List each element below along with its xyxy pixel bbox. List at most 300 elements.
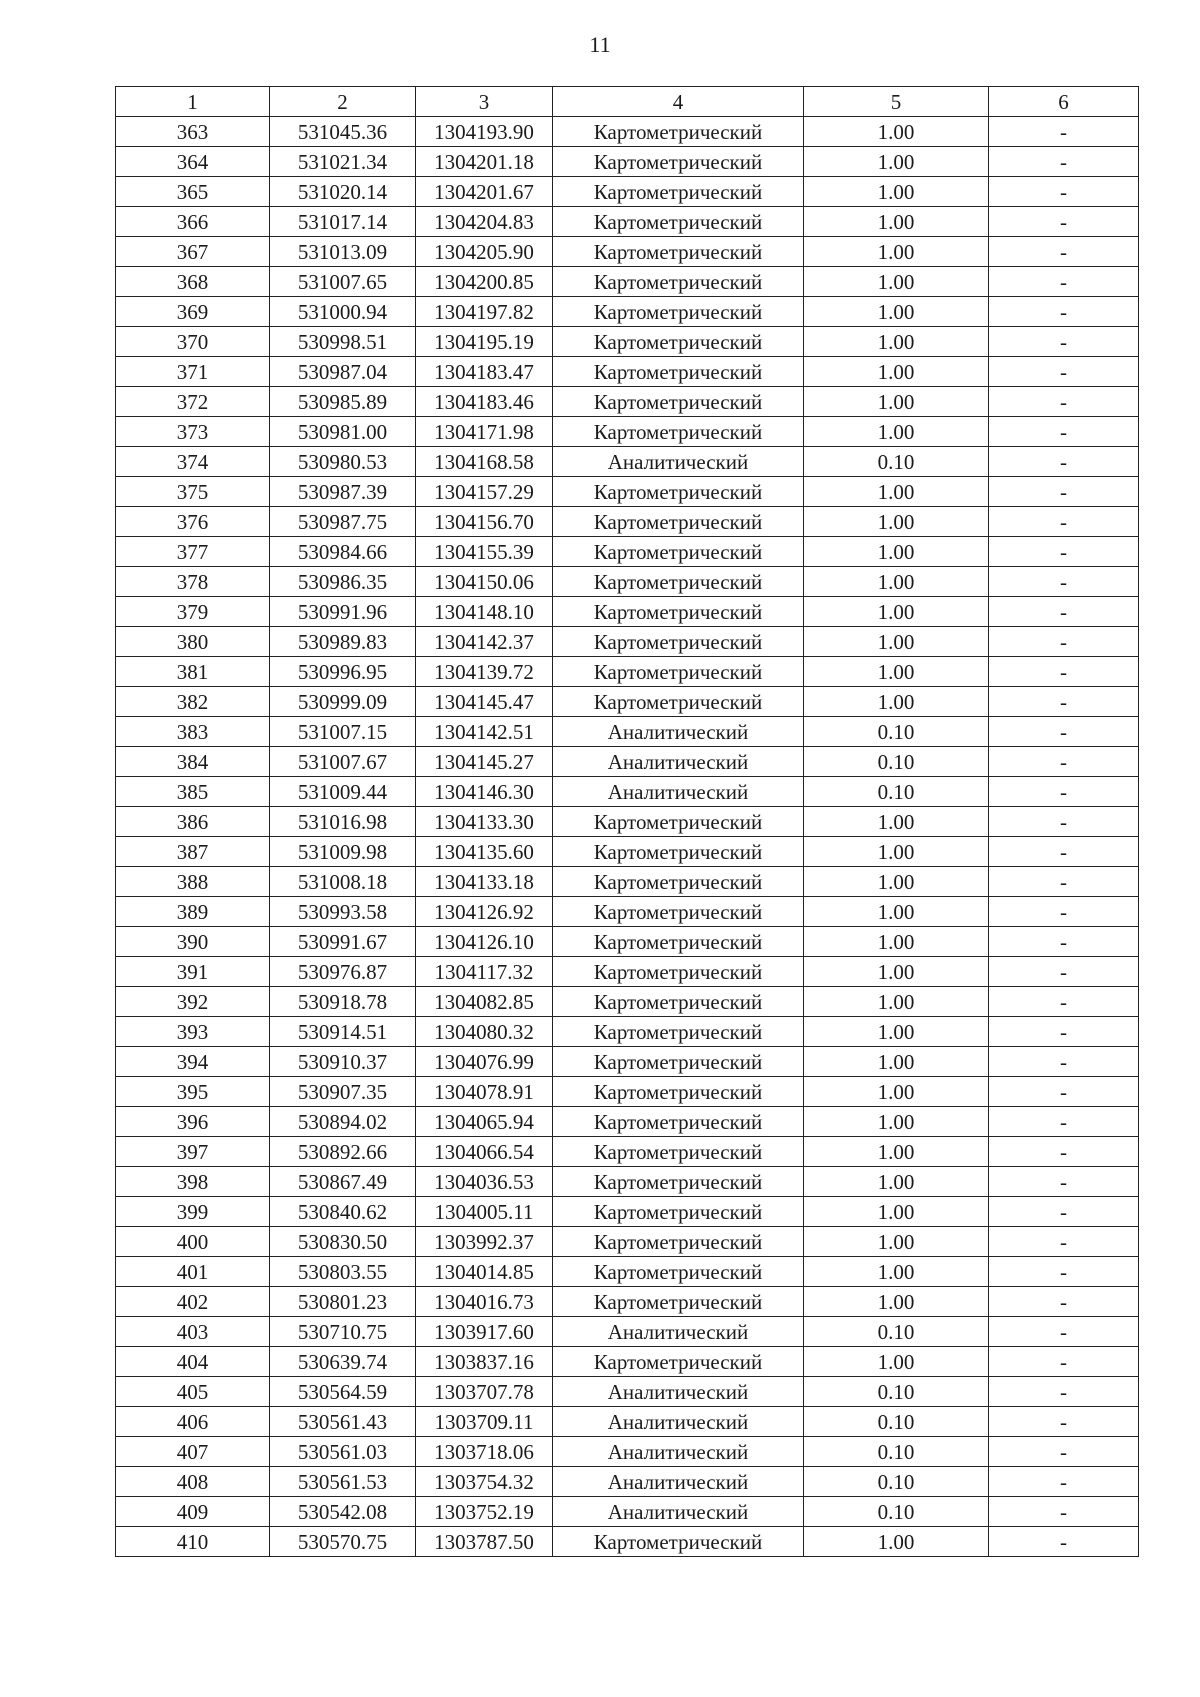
cell-point-number: 386 — [116, 807, 270, 837]
cell-point-number: 381 — [116, 657, 270, 687]
cell-method: Аналитический — [553, 747, 804, 777]
cell-note: - — [989, 627, 1139, 657]
cell-accuracy: 1.00 — [804, 1077, 989, 1107]
cell-method: Картометрический — [553, 1287, 804, 1317]
cell-x-coordinate: 530980.53 — [270, 447, 416, 477]
cell-note: - — [989, 477, 1139, 507]
cell-x-coordinate: 530840.62 — [270, 1197, 416, 1227]
cell-x-coordinate: 530914.51 — [270, 1017, 416, 1047]
cell-x-coordinate: 530918.78 — [270, 987, 416, 1017]
table-row — [116, 1347, 1139, 1377]
cell-note: - — [989, 957, 1139, 987]
table-row — [116, 537, 1139, 567]
cell-x-coordinate: 530996.95 — [270, 657, 416, 687]
cell-y-coordinate: 1303787.50 — [416, 1527, 553, 1557]
table-row — [116, 837, 1139, 867]
cell-accuracy: 1.00 — [804, 657, 989, 687]
table-row — [116, 597, 1139, 627]
cell-point-number: 385 — [116, 777, 270, 807]
table-row — [116, 327, 1139, 357]
cell-method: Картометрический — [553, 687, 804, 717]
cell-accuracy: 1.00 — [804, 1227, 989, 1257]
cell-point-number: 370 — [116, 327, 270, 357]
cell-accuracy: 0.10 — [804, 1437, 989, 1467]
cell-x-coordinate: 531016.98 — [270, 807, 416, 837]
cell-point-number: 399 — [116, 1197, 270, 1227]
cell-x-coordinate: 531009.98 — [270, 837, 416, 867]
cell-point-number: 395 — [116, 1077, 270, 1107]
cell-y-coordinate: 1304142.51 — [416, 717, 553, 747]
cell-method: Аналитический — [553, 1497, 804, 1527]
table-row — [116, 1017, 1139, 1047]
table-row — [116, 627, 1139, 657]
cell-x-coordinate: 531007.15 — [270, 717, 416, 747]
cell-note: - — [989, 597, 1139, 627]
cell-note: - — [989, 1317, 1139, 1347]
cell-y-coordinate: 1304065.94 — [416, 1107, 553, 1137]
table-row — [116, 1317, 1139, 1347]
cell-note: - — [989, 567, 1139, 597]
cell-y-coordinate: 1304126.10 — [416, 927, 553, 957]
cell-accuracy: 1.00 — [804, 837, 989, 867]
cell-note: - — [989, 267, 1139, 297]
table-row — [116, 357, 1139, 387]
cell-point-number: 388 — [116, 867, 270, 897]
cell-x-coordinate: 530710.75 — [270, 1317, 416, 1347]
table-row — [116, 387, 1139, 417]
cell-method: Картометрический — [553, 417, 804, 447]
cell-note: - — [989, 537, 1139, 567]
cell-y-coordinate: 1304135.60 — [416, 837, 553, 867]
table-row — [116, 1077, 1139, 1107]
table-row — [116, 657, 1139, 687]
cell-y-coordinate: 1304201.18 — [416, 147, 553, 177]
cell-point-number: 401 — [116, 1257, 270, 1287]
cell-note: - — [989, 1497, 1139, 1527]
cell-accuracy: 1.00 — [804, 537, 989, 567]
cell-note: - — [989, 1347, 1139, 1377]
cell-point-number: 366 — [116, 207, 270, 237]
cell-x-coordinate: 530867.49 — [270, 1167, 416, 1197]
cell-x-coordinate: 530894.02 — [270, 1107, 416, 1137]
cell-x-coordinate: 530892.66 — [270, 1137, 416, 1167]
cell-y-coordinate: 1304146.30 — [416, 777, 553, 807]
table-row — [116, 1047, 1139, 1077]
table-row — [116, 777, 1139, 807]
cell-method: Картометрический — [553, 867, 804, 897]
cell-y-coordinate: 1304155.39 — [416, 537, 553, 567]
cell-y-coordinate: 1304066.54 — [416, 1137, 553, 1167]
cell-point-number: 404 — [116, 1347, 270, 1377]
cell-method: Картометрический — [553, 1197, 804, 1227]
table-row — [116, 747, 1139, 777]
cell-note: - — [989, 717, 1139, 747]
cell-x-coordinate: 530639.74 — [270, 1347, 416, 1377]
cell-note: - — [989, 387, 1139, 417]
cell-x-coordinate: 530981.00 — [270, 417, 416, 447]
cell-point-number: 375 — [116, 477, 270, 507]
cell-method: Картометрический — [553, 1347, 804, 1377]
table-row — [116, 1287, 1139, 1317]
cell-note: - — [989, 1527, 1139, 1557]
cell-y-coordinate: 1304076.99 — [416, 1047, 553, 1077]
cell-x-coordinate: 530570.75 — [270, 1527, 416, 1557]
cell-x-coordinate: 530986.35 — [270, 567, 416, 597]
cell-y-coordinate: 1304193.90 — [416, 117, 553, 147]
cell-y-coordinate: 1304133.18 — [416, 867, 553, 897]
cell-y-coordinate: 1304078.91 — [416, 1077, 553, 1107]
cell-x-coordinate: 531045.36 — [270, 117, 416, 147]
cell-accuracy: 1.00 — [804, 147, 989, 177]
cell-point-number: 379 — [116, 597, 270, 627]
cell-accuracy: 1.00 — [804, 1047, 989, 1077]
cell-y-coordinate: 1303709.11 — [416, 1407, 553, 1437]
cell-x-coordinate: 530561.43 — [270, 1407, 416, 1437]
cell-accuracy: 1.00 — [804, 957, 989, 987]
cell-method: Аналитический — [553, 717, 804, 747]
cell-x-coordinate: 530985.89 — [270, 387, 416, 417]
cell-note: - — [989, 1257, 1139, 1287]
table-row — [116, 237, 1139, 267]
table-row — [116, 267, 1139, 297]
cell-method: Картометрический — [553, 1107, 804, 1137]
cell-method: Картометрический — [553, 807, 804, 837]
cell-point-number: 374 — [116, 447, 270, 477]
cell-note: - — [989, 687, 1139, 717]
cell-note: - — [989, 507, 1139, 537]
cell-note: - — [989, 897, 1139, 927]
table-row — [116, 1467, 1139, 1497]
cell-point-number: 396 — [116, 1107, 270, 1137]
cell-method: Картометрический — [553, 117, 804, 147]
cell-accuracy: 1.00 — [804, 1137, 989, 1167]
cell-point-number: 376 — [116, 507, 270, 537]
cell-note: - — [989, 357, 1139, 387]
cell-method: Картометрический — [553, 177, 804, 207]
cell-x-coordinate: 531013.09 — [270, 237, 416, 267]
cell-y-coordinate: 1304183.47 — [416, 357, 553, 387]
table-row — [116, 147, 1139, 177]
cell-method: Картометрический — [553, 567, 804, 597]
cell-method: Картометрический — [553, 207, 804, 237]
cell-method: Аналитический — [553, 1407, 804, 1437]
cell-point-number: 409 — [116, 1497, 270, 1527]
cell-x-coordinate: 530910.37 — [270, 1047, 416, 1077]
cell-method: Картометрический — [553, 1257, 804, 1287]
cell-note: - — [989, 1197, 1139, 1227]
cell-accuracy: 1.00 — [804, 1017, 989, 1047]
table-row — [116, 1407, 1139, 1437]
cell-accuracy: 1.00 — [804, 567, 989, 597]
cell-note: - — [989, 1467, 1139, 1497]
cell-note: - — [989, 1107, 1139, 1137]
cell-accuracy: 1.00 — [804, 687, 989, 717]
cell-y-coordinate: 1304183.46 — [416, 387, 553, 417]
cell-y-coordinate: 1304195.19 — [416, 327, 553, 357]
cell-x-coordinate: 530987.39 — [270, 477, 416, 507]
cell-x-coordinate: 530564.59 — [270, 1377, 416, 1407]
coordinates-table — [115, 86, 1139, 1557]
cell-accuracy: 1.00 — [804, 597, 989, 627]
cell-x-coordinate: 530989.83 — [270, 627, 416, 657]
cell-note: - — [989, 1377, 1139, 1407]
table-body — [116, 117, 1139, 1557]
header-cell-1: 1 — [116, 87, 270, 117]
cell-x-coordinate: 531021.34 — [270, 147, 416, 177]
cell-x-coordinate: 530999.09 — [270, 687, 416, 717]
cell-method: Аналитический — [553, 1317, 804, 1347]
cell-note: - — [989, 1287, 1139, 1317]
cell-point-number: 384 — [116, 747, 270, 777]
cell-y-coordinate: 1303718.06 — [416, 1437, 553, 1467]
cell-x-coordinate: 530801.23 — [270, 1287, 416, 1317]
cell-note: - — [989, 837, 1139, 867]
cell-method: Картометрический — [553, 1137, 804, 1167]
cell-y-coordinate: 1303754.32 — [416, 1467, 553, 1497]
cell-note: - — [989, 1167, 1139, 1197]
cell-accuracy: 1.00 — [804, 207, 989, 237]
cell-x-coordinate: 530561.53 — [270, 1467, 416, 1497]
cell-method: Картометрический — [553, 597, 804, 627]
cell-point-number: 410 — [116, 1527, 270, 1557]
cell-y-coordinate: 1304139.72 — [416, 657, 553, 687]
cell-x-coordinate: 530561.03 — [270, 1437, 416, 1467]
cell-y-coordinate: 1304145.27 — [416, 747, 553, 777]
header-row — [116, 87, 1139, 117]
cell-y-coordinate: 1304142.37 — [416, 627, 553, 657]
table-row — [116, 867, 1139, 897]
cell-point-number: 398 — [116, 1167, 270, 1197]
cell-note: - — [989, 657, 1139, 687]
cell-point-number: 408 — [116, 1467, 270, 1497]
cell-point-number: 383 — [116, 717, 270, 747]
cell-x-coordinate: 531009.44 — [270, 777, 416, 807]
cell-x-coordinate: 530987.75 — [270, 507, 416, 537]
table-row — [116, 417, 1139, 447]
cell-accuracy: 0.10 — [804, 1317, 989, 1347]
cell-accuracy: 1.00 — [804, 1287, 989, 1317]
table-row — [116, 897, 1139, 927]
cell-point-number: 397 — [116, 1137, 270, 1167]
cell-note: - — [989, 777, 1139, 807]
cell-method: Картометрический — [553, 927, 804, 957]
table-row — [116, 507, 1139, 537]
cell-y-coordinate: 1304197.82 — [416, 297, 553, 327]
cell-accuracy: 1.00 — [804, 177, 989, 207]
cell-y-coordinate: 1304200.85 — [416, 267, 553, 297]
table-row — [116, 927, 1139, 957]
cell-method: Картометрический — [553, 267, 804, 297]
cell-accuracy: 1.00 — [804, 1167, 989, 1197]
table-row — [116, 807, 1139, 837]
cell-accuracy: 1.00 — [804, 507, 989, 537]
cell-point-number: 400 — [116, 1227, 270, 1257]
cell-point-number: 407 — [116, 1437, 270, 1467]
cell-point-number: 363 — [116, 117, 270, 147]
cell-x-coordinate: 530991.67 — [270, 927, 416, 957]
cell-y-coordinate: 1303917.60 — [416, 1317, 553, 1347]
cell-y-coordinate: 1304148.10 — [416, 597, 553, 627]
cell-point-number: 373 — [116, 417, 270, 447]
cell-point-number: 367 — [116, 237, 270, 267]
cell-method: Картометрический — [553, 837, 804, 867]
cell-y-coordinate: 1304080.32 — [416, 1017, 553, 1047]
cell-y-coordinate: 1304117.32 — [416, 957, 553, 987]
table-row — [116, 447, 1139, 477]
cell-y-coordinate: 1303837.16 — [416, 1347, 553, 1377]
cell-accuracy: 1.00 — [804, 1257, 989, 1287]
cell-x-coordinate: 530993.58 — [270, 897, 416, 927]
cell-accuracy: 0.10 — [804, 1407, 989, 1437]
cell-method: Аналитический — [553, 1437, 804, 1467]
cell-accuracy: 1.00 — [804, 1197, 989, 1227]
cell-point-number: 393 — [116, 1017, 270, 1047]
table-row — [116, 1527, 1139, 1557]
cell-method: Картометрический — [553, 237, 804, 267]
cell-x-coordinate: 531008.18 — [270, 867, 416, 897]
cell-accuracy: 1.00 — [804, 627, 989, 657]
table-row — [116, 1497, 1139, 1527]
cell-accuracy: 1.00 — [804, 417, 989, 447]
cell-accuracy: 1.00 — [804, 357, 989, 387]
cell-method: Картометрический — [553, 147, 804, 177]
header-cell-2: 2 — [270, 87, 416, 117]
cell-accuracy: 1.00 — [804, 117, 989, 147]
header-cell-4: 4 — [553, 87, 804, 117]
cell-y-coordinate: 1304201.67 — [416, 177, 553, 207]
cell-accuracy: 1.00 — [804, 297, 989, 327]
cell-note: - — [989, 1227, 1139, 1257]
cell-accuracy: 1.00 — [804, 327, 989, 357]
table-row — [116, 207, 1139, 237]
cell-x-coordinate: 530991.96 — [270, 597, 416, 627]
cell-y-coordinate: 1304005.11 — [416, 1197, 553, 1227]
cell-x-coordinate: 530987.04 — [270, 357, 416, 387]
cell-note: - — [989, 327, 1139, 357]
table-row — [116, 1197, 1139, 1227]
cell-note: - — [989, 987, 1139, 1017]
cell-point-number: 387 — [116, 837, 270, 867]
table-row — [116, 1437, 1139, 1467]
table-row — [116, 477, 1139, 507]
cell-y-coordinate: 1303752.19 — [416, 1497, 553, 1527]
cell-y-coordinate: 1304145.47 — [416, 687, 553, 717]
header-cell-5: 5 — [804, 87, 989, 117]
cell-accuracy: 0.10 — [804, 777, 989, 807]
cell-y-coordinate: 1304082.85 — [416, 987, 553, 1017]
cell-point-number: 364 — [116, 147, 270, 177]
cell-x-coordinate: 531017.14 — [270, 207, 416, 237]
cell-accuracy: 1.00 — [804, 267, 989, 297]
cell-note: - — [989, 867, 1139, 897]
cell-x-coordinate: 531007.67 — [270, 747, 416, 777]
cell-y-coordinate: 1304133.30 — [416, 807, 553, 837]
table-row — [116, 957, 1139, 987]
cell-note: - — [989, 237, 1139, 267]
cell-point-number: 371 — [116, 357, 270, 387]
cell-point-number: 405 — [116, 1377, 270, 1407]
cell-method: Картометрический — [553, 987, 804, 1017]
cell-point-number: 391 — [116, 957, 270, 987]
table-row — [116, 1167, 1139, 1197]
cell-y-coordinate: 1303707.78 — [416, 1377, 553, 1407]
table-row — [116, 1227, 1139, 1257]
cell-accuracy: 0.10 — [804, 1467, 989, 1497]
cell-y-coordinate: 1304156.70 — [416, 507, 553, 537]
cell-accuracy: 1.00 — [804, 807, 989, 837]
cell-point-number: 372 — [116, 387, 270, 417]
cell-note: - — [989, 447, 1139, 477]
table-row — [116, 717, 1139, 747]
page-number: 11 — [589, 32, 611, 57]
cell-point-number: 368 — [116, 267, 270, 297]
cell-note: - — [989, 1017, 1139, 1047]
cell-point-number: 402 — [116, 1287, 270, 1317]
cell-note: - — [989, 1407, 1139, 1437]
cell-method: Картометрический — [553, 1047, 804, 1077]
cell-note: - — [989, 1077, 1139, 1107]
table-row — [116, 117, 1139, 147]
cell-y-coordinate: 1304205.90 — [416, 237, 553, 267]
cell-x-coordinate: 531007.65 — [270, 267, 416, 297]
cell-y-coordinate: 1304016.73 — [416, 1287, 553, 1317]
cell-point-number: 403 — [116, 1317, 270, 1347]
table-row — [116, 1377, 1139, 1407]
cell-note: - — [989, 207, 1139, 237]
cell-method: Картометрический — [553, 1167, 804, 1197]
table-row — [116, 987, 1139, 1017]
table-row — [116, 297, 1139, 327]
cell-method: Картометрический — [553, 477, 804, 507]
cell-method: Картометрический — [553, 297, 804, 327]
cell-accuracy: 0.10 — [804, 717, 989, 747]
cell-method: Аналитический — [553, 777, 804, 807]
cell-y-coordinate: 1304204.83 — [416, 207, 553, 237]
cell-note: - — [989, 417, 1139, 447]
cell-note: - — [989, 147, 1139, 177]
cell-point-number: 382 — [116, 687, 270, 717]
cell-x-coordinate: 530984.66 — [270, 537, 416, 567]
cell-point-number: 392 — [116, 987, 270, 1017]
cell-method: Картометрический — [553, 1017, 804, 1047]
cell-accuracy: 1.00 — [804, 1347, 989, 1377]
cell-method: Картометрический — [553, 387, 804, 417]
table-row — [116, 1137, 1139, 1167]
cell-note: - — [989, 807, 1139, 837]
cell-accuracy: 1.00 — [804, 867, 989, 897]
cell-point-number: 377 — [116, 537, 270, 567]
cell-accuracy: 1.00 — [804, 927, 989, 957]
cell-note: - — [989, 297, 1139, 327]
cell-y-coordinate: 1304014.85 — [416, 1257, 553, 1287]
cell-method: Картометрический — [553, 537, 804, 567]
cell-point-number: 369 — [116, 297, 270, 327]
cell-accuracy: 1.00 — [804, 897, 989, 927]
cell-method: Аналитический — [553, 447, 804, 477]
cell-x-coordinate: 530976.87 — [270, 957, 416, 987]
cell-x-coordinate: 530542.08 — [270, 1497, 416, 1527]
cell-point-number: 406 — [116, 1407, 270, 1437]
cell-y-coordinate: 1303992.37 — [416, 1227, 553, 1257]
cell-method: Картометрический — [553, 507, 804, 537]
cell-accuracy: 1.00 — [804, 477, 989, 507]
cell-method: Картометрический — [553, 627, 804, 657]
cell-point-number: 378 — [116, 567, 270, 597]
cell-accuracy: 0.10 — [804, 1497, 989, 1527]
cell-point-number: 380 — [116, 627, 270, 657]
cell-y-coordinate: 1304126.92 — [416, 897, 553, 927]
cell-point-number: 365 — [116, 177, 270, 207]
